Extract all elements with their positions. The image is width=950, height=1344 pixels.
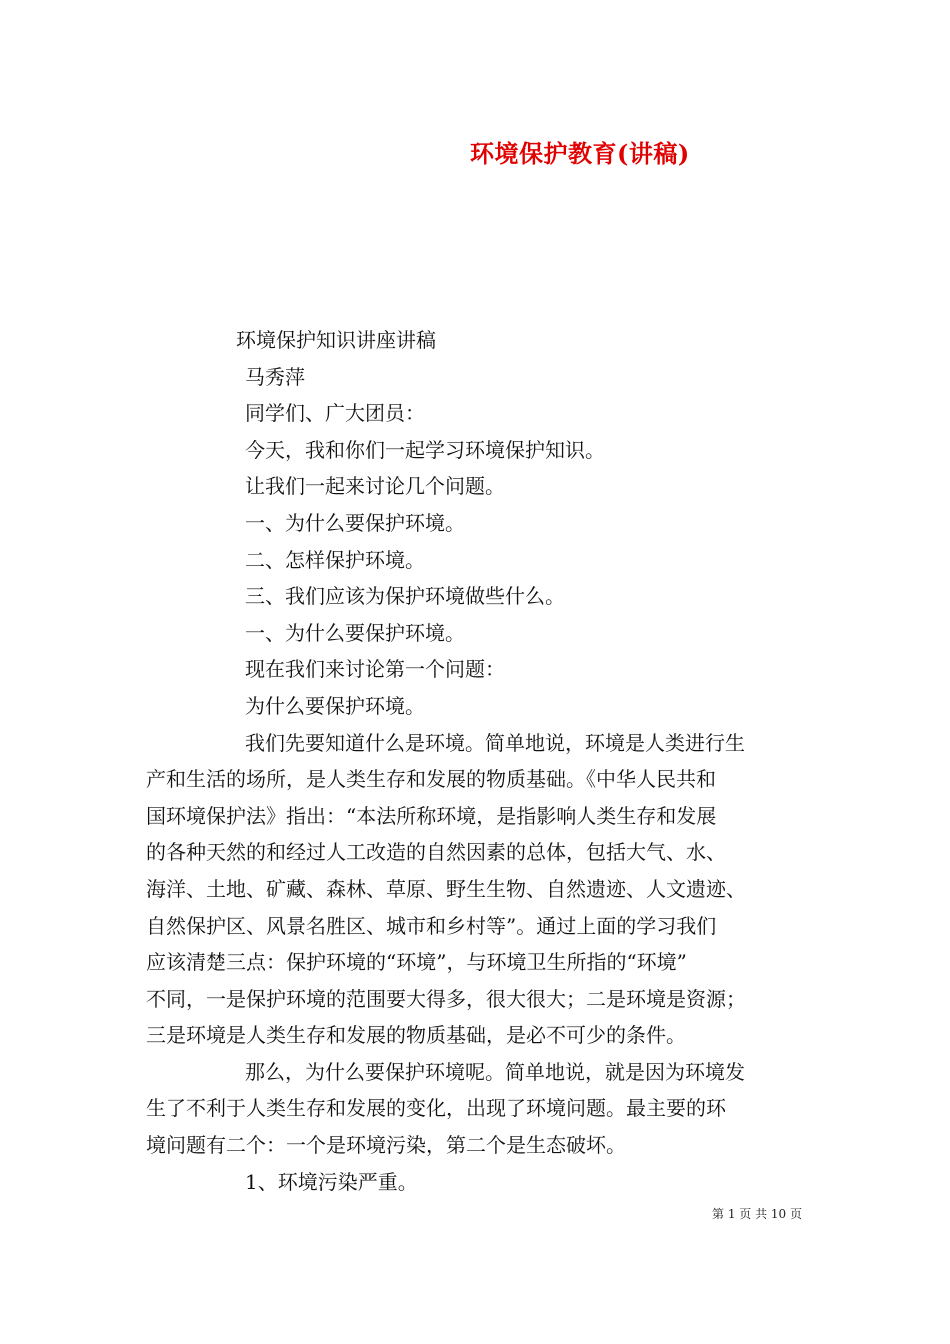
lecture-heading: 环境保护知识讲座讲稿 <box>236 328 436 352</box>
text-line: 1、环境污染严重。 <box>245 1169 418 1194</box>
text-line: 二、怎样保护环境。 <box>245 547 425 572</box>
text-line: 不同，一是保护环境的范围要大得多，很大很大；二是环境是资源； <box>146 986 746 1011</box>
document-body <box>146 322 826 1200</box>
text-line: 国环境保护法》指出：“本法所称环境，是指影响人类生存和发展 <box>146 803 717 828</box>
text-line: 现在我们来讨论第一个问题： <box>245 657 505 682</box>
text-line: 我们先要知道什么是环境。简单地说，环境是人类进行生 <box>245 730 745 755</box>
text-line: 境问题有二个：一个是环境污染，第二个是生态破坏。 <box>146 1133 626 1158</box>
text-line: 今天，我和你们一起学习环境保护知识。 <box>245 437 605 462</box>
text-line: 应该清楚三点：保护环境的“环境”，与环境卫生所指的“环境” <box>146 950 687 975</box>
page-footer: 第 1 页 共 10 页 <box>712 1207 802 1221</box>
text-line: 为什么要保护环境。 <box>245 693 425 718</box>
text-line: 生了不利于人类生存和发展的变化，出现了环境问题。最主要的环 <box>146 1096 726 1121</box>
text-line: 的各种天然的和经过人工改造的自然因素的总体，包括大气、水、 <box>146 840 726 865</box>
text-line: 产和生活的场所，是人类生存和发展的物质基础。《中华人民共和 <box>146 767 716 792</box>
document-title: 环境保护教育(讲稿) <box>470 139 690 168</box>
text-line: 一、为什么要保护环境。 <box>245 510 465 535</box>
text-line: 一、为什么要保护环境。 <box>245 620 465 645</box>
text-line: 三是环境是人类生存和发展的物质基础，是必不可少的条件。 <box>146 1023 686 1048</box>
text-line: 自然保护区、风景名胜区、城市和乡村等”。通过上面的学习我们 <box>146 913 717 938</box>
author-name: 马秀萍 <box>245 364 305 389</box>
text-line: 同学们、广大团员： <box>245 401 425 426</box>
text-line: 让我们一起来讨论几个问题。 <box>245 474 505 499</box>
text-line: 三、我们应该为保护环境做些什么。 <box>245 584 565 609</box>
text-line: 那么，为什么要保护环境呢。简单地说，就是因为环境发 <box>245 1059 745 1084</box>
text-line: 海洋、土地、矿藏、森林、草原、野生生物、自然遗迹、人文遗迹、 <box>146 876 746 901</box>
